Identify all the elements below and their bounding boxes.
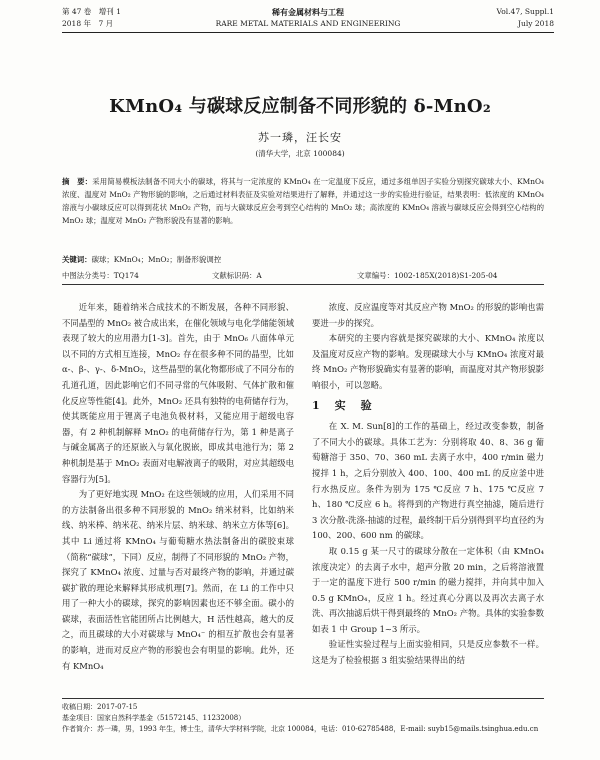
document-code: 文献标识码：A [212, 271, 262, 280]
clc-number: 中图法分类号：TQ174 [62, 271, 139, 280]
paragraph: 在 X. M. Sun[8]的工作的基础上，经过改变参数，制备了不同大小的碳球。具体工艺为：分别将取 40、8、36 g 葡萄糖溶于 350、70、360 mL 去离子水中，400 r/min 磁力搅拌 1 h，之后分别放入 400、100、400 mL 的反应釜中进行水热反应。条件为别为 175 ℃反应 7 h、175 ℃反应 7 h、180 ℃反应 6 h。将得到的产物进行真空抽滤，随后进行 3 次分散-洗涤-抽滤的过程，最终制干后分别得到平均直径约为 100、200、600 nm 的碳球。 [312, 421, 544, 541]
paragraph: 浓度、反应温度等对其反应产物 MnO₂ 的形貌的影响也需要进一步的探究。 [312, 302, 544, 328]
footnote [62, 698, 544, 735]
paragraph: 本研究的主要内容就是探究碳球的大小、KMnO₄ 浓度以及温度对反应产物的影响。发现碳球大小与 KMnO₄ 浓度对最终 MnO₂ 产物形貌确实有显著的影响，而温度对其产物形貌影响很小，可以忽略。 [312, 333, 544, 390]
divider [62, 284, 544, 285]
abstract-label: 摘 要： [62, 177, 93, 186]
abstract-text: 采用简易模板法制备不同大小的碳球，将其与一定浓度的 KMnO₄ 在一定温度下反应，通过多组单因子实验分别探究碳球大小、KMnO₄ 浓度、温度对 MnO₂ 产物形貌的影响，之后通过材料表征及实验对结果进行了解释，并通过这一步的实验进行验证，结果表明：低浓度的 KMnO₄ 溶液与小碳球反应可以得到花状 MnO₂ 产物，而与大碳球反应会考到空心结构的 MnO₂ 球；高浓度的 KMnO₄ 溶液与碳球反应会得到空心结构的 MnO₂ 球；温度对 MnO₂ 产物形貌没有显著的影响。 [62, 177, 544, 225]
body-column-left [62, 300, 294, 674]
abstract [62, 175, 544, 227]
affiliation: (清华大学，北京 100084) [255, 149, 345, 158]
keywords [62, 254, 544, 265]
header-issue: Vol.47, Suppl.1 July 2018 [496, 7, 554, 28]
keywords-label: 关键词： [62, 255, 92, 264]
keywords-text: 碳球；KMnO₄；MnO₂；制备形貌调控 [91, 255, 222, 264]
body-column-right [312, 300, 544, 669]
article-number: 文章编号：1002-185X(2018)S1-205-04 [357, 271, 498, 280]
paragraph: 近年来，随着纳米合成技术的不断发展，各种不同形貌、不同晶型的 MnO₂ 被合成出来，在催化领域与电化学储能领域表现了较大的应用潜力[1-3]。首先，由于 MnO₆ 八面体单元以不同的方式相互连接，MnO₂ 存在很多种不同的晶型，比如 α-、β-、γ-、δ-MnO₂，这些晶型的氧化物都形成了不同分布的孔道孔道，因此影响它们不同寻常的气体吸附、气体扩散和催化反应等性能[4]。此外，MnO₂ 还具有独特的电荷储存行为，使其既能应用于锂离子电池负极材料，又能应用于超级电容器，有 2 种机制解释 MnO₂ 的电荷储存行为，第 1 种是离子与碱金属离子的还原嵌入与氧化脱嵌，即成其电池行为；第 2 种机制是基于 MnO₂ 表面对电解液离子的吸附，对应其超级电容器行为[5]。 [62, 302, 294, 484]
paragraph: 为了更好地实现 MnO₂ 在这些领域的应用，人们采用不同的方法制备出很多种不同形貌的 MnO₂ 纳米材料，比如纳米线、纳米棒、纳米花、纳米片层、纳米球、纳米立方体等[6]。其中 Li 通过将 KMnO₄ 与葡萄糖水热法制备出的碳胶束球（简称“碳球”，下同）反应，制得了不同形貌的 MnO₂ 产物，探究了 KMnO₄ 浓度、过量与否对最终产物的影响，并通过碳碳扩散的理论来解释其形成机理[7]。然而，在 Li 的工作中只用了一种大小的碳球，探究的影响因素也还不够全面。碳小的碳球，表面活性官能团所占比例越大，H 活性越高，越大的反之，而且碳球的大小对碳球与 MnO₄⁻ 的相互扩散也会有显著的影响，进而对反应产物的形貌也会有明显的影响。此外，还有 KMnO₄ [62, 489, 294, 671]
paper-title: KMnO₄ 与碳球反应制备不同形貌的 δ-MnO₂ [109, 96, 491, 117]
running-header [62, 6, 554, 33]
fund-info: 基金项目：国家自然科学基金（51572145、11232008） [62, 714, 246, 722]
section-heading: 1 实 验 [312, 398, 374, 412]
paragraph: 验证性实验过程与上面实验相同，只是反应参数不一样。这是为了检验根据 3 组实验结果得出的结 [312, 639, 544, 666]
author-bio: 作者简介：苏一璘，男，1993 年生，博士生，清华大学材料学院，北京 100084，电话：010-62785488，E-mail: suyb15@mails.tsinghua.edu.cn [62, 725, 539, 733]
received-date: 收稿日期：2017-07-15 [62, 703, 138, 711]
paragraph: 取 0.15 g 某一尺寸的碳球分散在一定体积（由 KMnO₄浓度决定）的去离子水中，超声分散 20 min，之后将溶液置于一定的温度下进行 500 r/min 的磁力搅拌，并向其中加入 0.5 g KMnO₄，反应 1 h。经过真心分离以及再次去离子水洗、再次抽滤后烘干得到最终的 MnO₂ 产物。具体的实验参数如表 1 中 Group 1~3 所示。 [312, 545, 544, 634]
header-volume: 第 47 卷 增刊 1 2018 年 7 月 [62, 7, 121, 28]
authors: 苏一璘，汪长安 [258, 131, 342, 144]
header-journal: 稀有金属材料与工程 RARE METAL MATERIALS AND ENGINEERING [215, 7, 401, 28]
